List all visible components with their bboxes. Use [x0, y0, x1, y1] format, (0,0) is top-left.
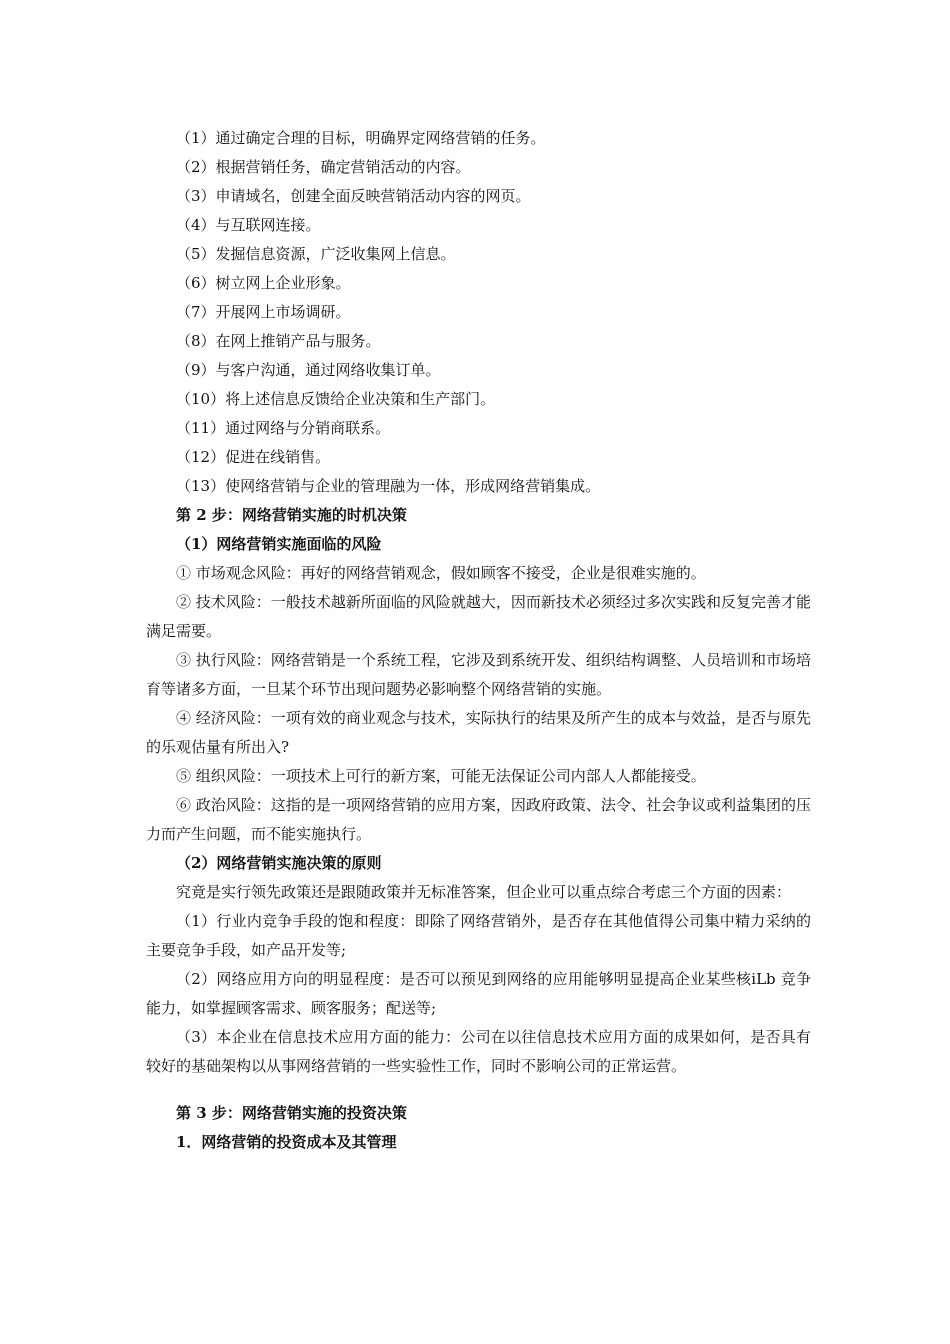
list-item: （7）开展网上市场调研。 [176, 303, 351, 321]
step2-subheading-risks: （1）网络营销实施面临的风险 [176, 535, 382, 553]
factor-item: （3）本企业在信息技术应用方面的能力：公司在以往信息技术应用方面的成果如何，是否具有较好的基础架构以从事网络营销的一些实验性工作，同时不影响公司的正常运营。 [146, 1028, 811, 1075]
list-item: （10）将上述信息反馈给企业决策和生产部门。 [176, 390, 496, 408]
section-gap [146, 1081, 811, 1099]
document-body [146, 124, 811, 1157]
list-item: （5）发掘信息资源，广泛收集网上信息。 [176, 245, 456, 263]
risk-item: ④ 经济风险：一项有效的商业观念与技术，实际执行的结果及所产生的成本与效益，是否与原先的乐观估量有所出入? [146, 709, 811, 756]
list-item: （11）通过网络与分销商联系。 [176, 419, 391, 437]
list-item: （4）与互联网连接。 [176, 216, 321, 234]
step3-heading: 第 3 步：网络营销实施的投资决策 [176, 1104, 407, 1122]
list-item: （6）树立网上企业形象。 [176, 274, 351, 292]
risk-item: ② 技术风险：一般技术越新所面临的风险就越大，因而新技术必须经过多次实践和反复完善才能满足需要。 [146, 593, 811, 640]
step2-subheading-principles: （2）网络营销实施决策的原则 [176, 854, 382, 872]
step3-subheading: 1．网络营销的投资成本及其管理 [176, 1133, 397, 1151]
risk-item: ⑤ 组织风险：一项技术上可行的新方案，可能无法保证公司内部人人都能接受。 [176, 767, 706, 785]
list-item: （2）根据营销任务，确定营销活动的内容。 [176, 158, 471, 176]
list-item: （8）在网上推销产品与服务。 [176, 332, 381, 350]
risk-item: ③ 执行风险：网络营销是一个系统工程，它涉及到系统开发、组织结构调整、人员培训和市场培育等诸多方面，一旦某个环节出现问题势必影响整个网络营销的实施。 [146, 651, 811, 698]
list-item: （1）通过确定合理的目标，明确界定网络营销的任务。 [176, 129, 546, 147]
risk-item: ⑥ 政治风险：这指的是一项网络营销的应用方案，因政府政策、法令、社会争议或利益集团的压力而产生问题，而不能实施执行。 [146, 796, 811, 843]
step2-heading: 第 2 步：网络营销实施的时机决策 [176, 506, 407, 524]
factor-item: （2）网络应用方向的明显程度：是否可以预见到网络的应用能够明显提高企业某些核iLb 竞争能力，如掌握顾客需求、顾客服务；配送等; [146, 970, 811, 1017]
factor-item: （1）行业内竞争手段的饱和程度：即除了网络营销外，是否存在其他值得公司集中精力采纳的主要竞争手段，如产品开发等; [146, 912, 811, 959]
list-item: （12）促进在线销售。 [176, 448, 331, 466]
list-item: （9）与客户沟通，通过网络收集订单。 [176, 361, 441, 379]
list-item: （13）使网络营销与企业的管理融为一体，形成网络营销集成。 [176, 477, 601, 495]
principles-intro: 究竟是实行领先政策还是跟随政策并无标准答案，但企业可以重点综合考虑三个方面的因素： [176, 883, 792, 901]
risk-item: ① 市场观念风险：再好的网络营销观念，假如顾客不接受，企业是很难实施的。 [176, 564, 706, 582]
list-item: （3）申请域名，创建全面反映营销活动内容的网页。 [176, 187, 531, 205]
